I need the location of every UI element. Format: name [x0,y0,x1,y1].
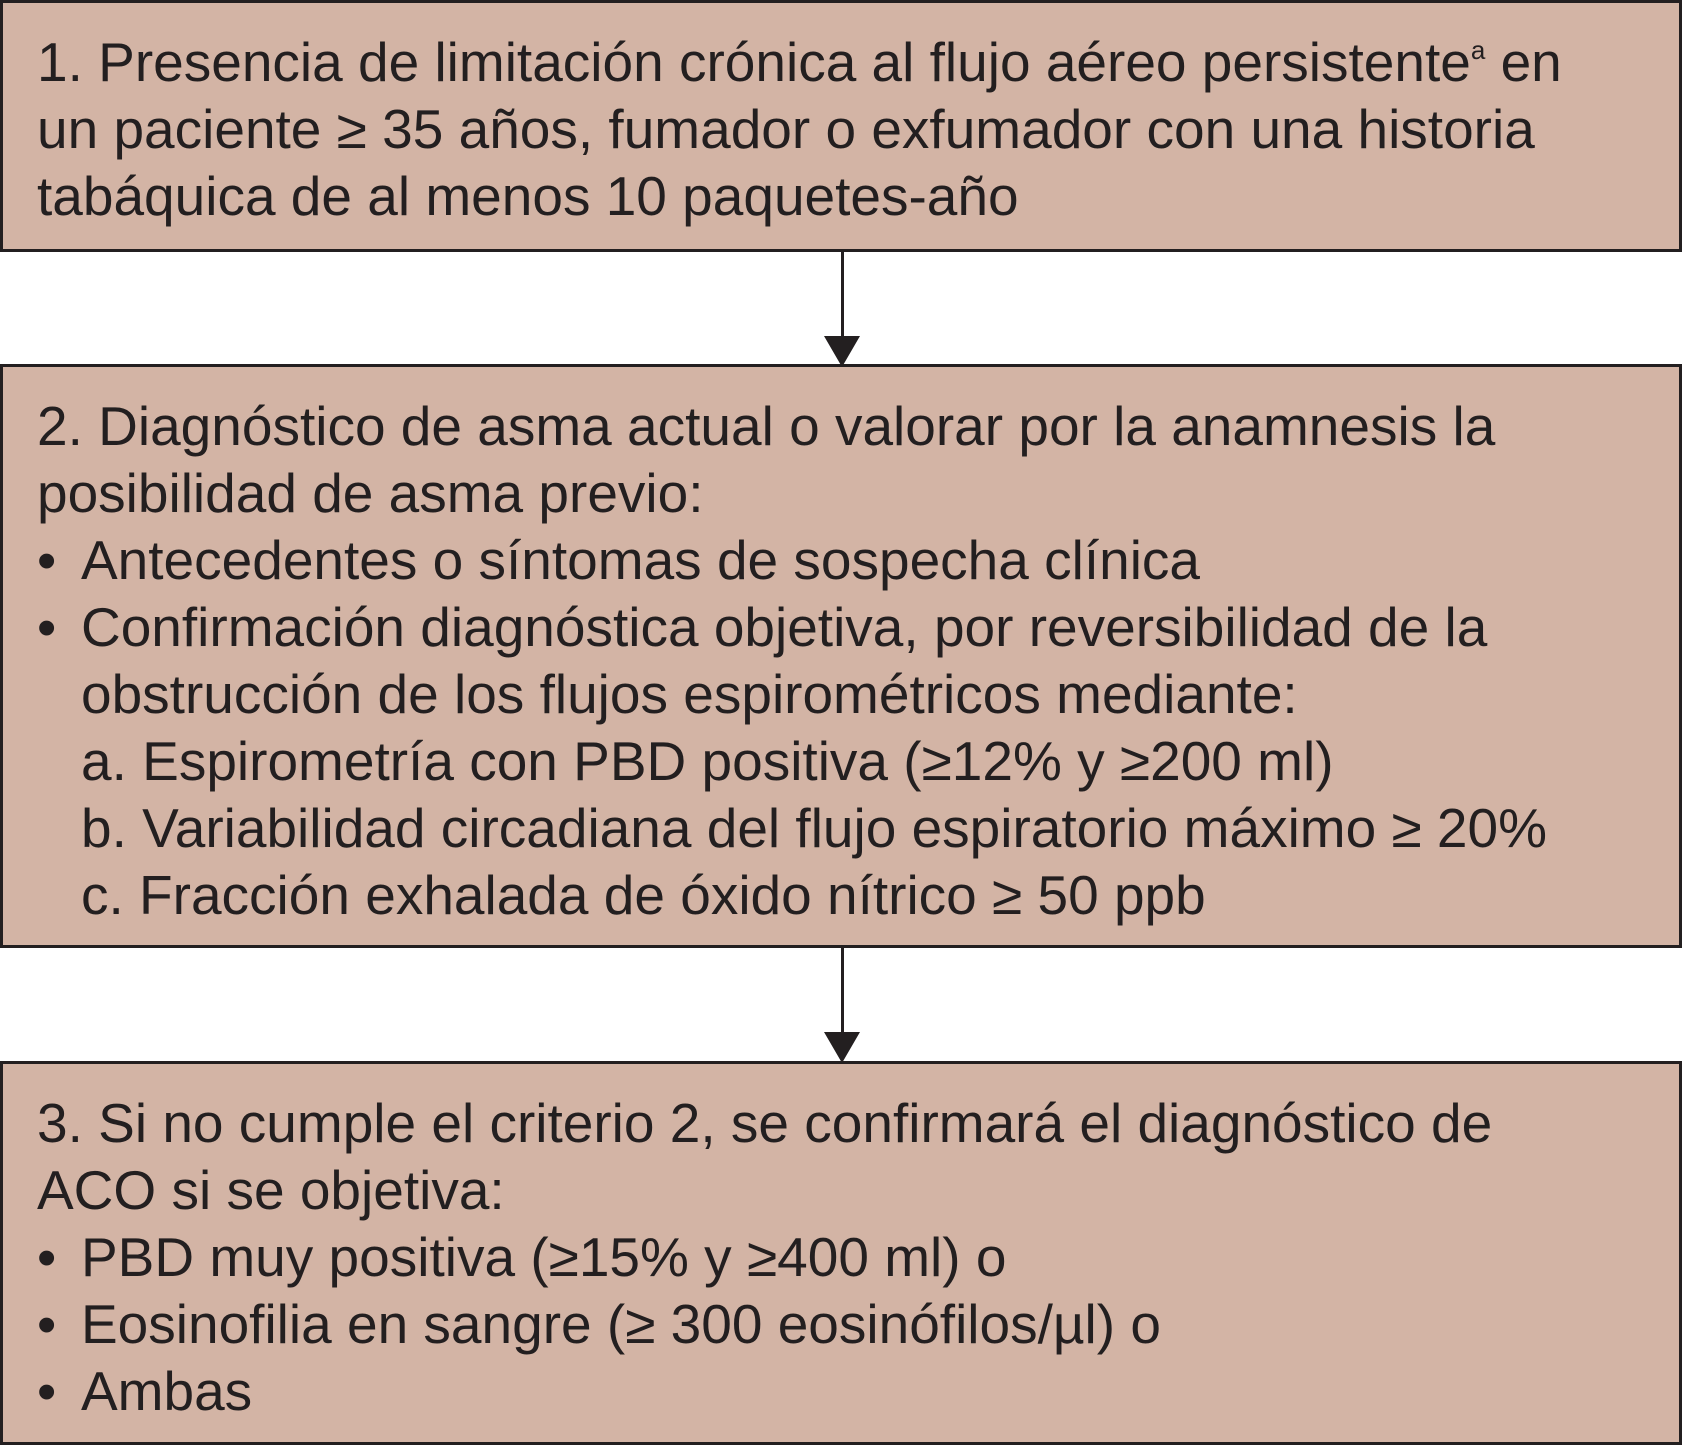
criterion-3-bullet-2 [37,1291,1645,1358]
criterion-3-line-2: ACO si se objetiva: [37,1159,505,1221]
criterion-2-box [0,364,1682,948]
bullet-text: Ambas [81,1360,253,1422]
flow-arrow-2-head [824,1032,860,1063]
criterion-1-text-end: en [1485,31,1562,93]
bullet-dot: • [37,596,57,658]
bullet-text: PBD muy positiva (≥15% y ≥400 ml) o [81,1226,1007,1288]
criterion-2-sub-a: a. Espirometría con PBD positiva (≥12% y ≥200 ml) [81,730,1334,792]
criterion-1-text: 1. Presencia de limitación crónica al flujo aéreo persistente [37,31,1471,93]
criterion-1-box [0,0,1682,252]
flow-arrow-2-line [841,948,844,1034]
criterion-2-bullet-1 [37,527,1645,594]
criterion-3-box [0,1061,1682,1445]
footnote-marker: a [1470,35,1486,65]
criterion-2-sub-c: c. Fracción exhalada de óxido nítrico ≥ 50 ppb [81,864,1206,926]
criterion-2-line-1: 2. Diagnóstico de asma actual o valorar por la anamnesis la [37,395,1496,457]
criterion-3-bullet-1 [37,1224,1645,1291]
criterion-2-line-2: posibilidad de asma previo: [37,462,704,524]
criterion-2-bullet-2-continuation: obstrucción de los flujos espirométricos mediante: [81,663,1298,725]
bullet-dot: • [37,1360,57,1422]
criterion-3-bullet-3 [37,1358,1645,1425]
criterion-1-line-2: un paciente ≥ 35 años, fumador o exfumador con una historia [37,98,1535,160]
criterion-1-line-3: tabáquica de al menos 10 paquetes-año [37,165,1019,227]
bullet-text: Confirmación diagnóstica objetiva, por reversibilidad de la [81,596,1488,658]
criterion-3-line-1: 3. Si no cumple el criterio 2, se confirmará el diagnóstico de [37,1092,1493,1154]
flow-arrow-1-head [824,336,860,367]
criterion-2-sub-b: b. Variabilidad circadiana del flujo espiratorio máximo ≥ 20% [81,797,1548,859]
bullet-dot: • [37,1226,57,1288]
bullet-text: Antecedentes o síntomas de sospecha clínica [81,529,1201,591]
bullet-dot: • [37,1293,57,1355]
flow-arrow-1-line [841,252,844,338]
criterion-1-line-1 [37,29,1645,96]
criterion-2-bullet-2 [37,594,1645,661]
bullet-text: Eosinofilia en sangre (≥ 300 eosinófilos/µl) o [81,1293,1161,1355]
bullet-dot: • [37,529,57,591]
